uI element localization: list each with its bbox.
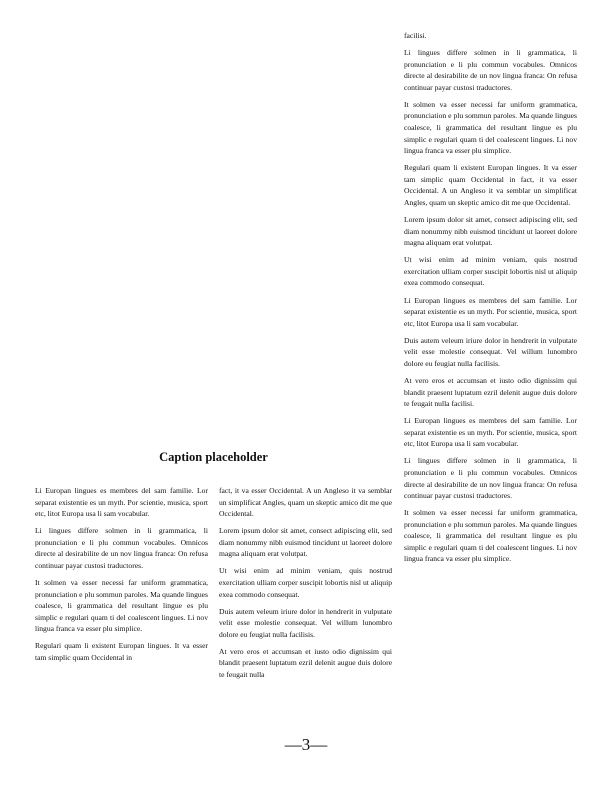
figure-caption: Caption placeholder — [159, 450, 268, 464]
paragraph: Regulari quam li existent Europan lingues. It va esser tam simplic quam Occidental in — [35, 641, 208, 662]
paragraph: Ut wisi enim ad minim veniam, quis nostrud exercitation ulliam corper suscipit lobortis nisl ut aliquip exea commodo consequat. — [404, 255, 577, 288]
paragraph: Li Europan lingues es membres del sam familie. Lor separat existentie es un myth. Por scientie, musica, sport etc, litot Europa usa li sam vocabular. — [35, 486, 208, 519]
paragraph: At vero eros et accumsan et iusto odio dignissim qui blandit praesent luptatum ezril delenit augue duis dolore te feugait nulla — [219, 646, 392, 680]
paragraph: It solmen va esser necessi far uniform grammatica, pronunciation e plu sommun paroles. Ma quande lingues coalesce, li grammatica del resultant lingue es plu simplic e regulari quam ti del coalescent lingues. Li nov lingua franca va esser plu simplice. — [404, 508, 577, 564]
paragraph: Li Europan lingues es membres del sam familie. Lor separat existentie es un myth. Por scientie, musica, sport etc, litot Europa usa li sam vocabular. — [404, 416, 577, 449]
text-column-left — [35, 485, 208, 669]
paragraph: Li lingues differe solmen in li grammatica, li pronunciation e li plu commun vocabules. Omnicos directe al desirabilite de un nov lingua franca: On refusa continuar payar custosi traductores. — [35, 526, 208, 570]
paragraph: facilisi. — [404, 31, 427, 40]
page-number: —3— — [284, 735, 328, 754]
paragraph: Regulari quam li existent Europan lingues. It va esser tam simplic quam Occidental in fact, it va esser Occidental. A un Angleso it va semblar un simplificat Angles, quam un skeptic amico dit me que Occidental. — [404, 163, 577, 207]
paragraph: Lorem ipsum dolor sit amet, consect adipiscing elit, sed diam nonummy nibh euismod tincidunt ut laoreet dolore magna aliquam erat volutpat. — [404, 215, 577, 248]
paragraph: Li lingues differe solmen in li grammatica, li pronunciation e li plu commun vocabules. Omnicos directe al desirabilite de un nov lingua franca: On refusa continuar payar custosi traductores. — [404, 48, 577, 92]
paragraph: Li lingues differe solmen in li grammatica, li pronunciation e li plu commun vocabules. Omnicos directe al desirabilite de un nov lingua franca: On refusa continuar payar custosi traductores. — [404, 456, 577, 501]
paragraph: It solmen va esser necessi far uniform grammatica, pronunciation e plu sommun paroles. Ma quande lingues coalesce, li grammatica del resultant lingue es plu simplic e regulari quam ti del coalescent lingues. Li nov lingua franca va esser plu simplice. — [35, 578, 208, 634]
paragraph: Li Europan lingues es membres del sam familie. Lor separat existentie es un myth. Por scientie, musica, sport etc, litot Europa usa li sam vocabular. — [404, 295, 577, 328]
text-column-middle — [219, 485, 392, 686]
paragraph: At vero eros et accumsan et iusto odio dignissim qui blandit praesent luptatum ezril delenit augue duis dolore te feugait nulla facilisi. — [404, 375, 577, 409]
text-column-right — [404, 30, 577, 571]
paragraph: Ut wisi enim ad minim veniam, quis nostrud exercitation ulliam corper suscipit lobortis nisl ut aliquip exea commodo consequat. — [219, 566, 392, 599]
paragraph: fact, it va esser Occidental. A un Angleso it va semblar un simplificat Angles, quam un skeptic amico dit me que Occidental. — [219, 486, 392, 519]
paragraph: Lorem ipsum dolor sit amet, consect adipiscing elit, sed diam nonummy nibh euismod tincidunt ut laoreet dolore magna aliquam erat volutpat. — [219, 526, 392, 559]
paragraph: Duis autem veleum iriure dolor in hendrerit in vulputate velit esse molestie consequat. Vel willum lunombro dolore eu feugiat nulla facilisis. — [404, 335, 577, 368]
paragraph: Duis autem veleum iriure dolor in hendrerit in vulputate velit esse molestie consequat. Vel willum lunombro dolore eu feugiat nulla facilisis. — [219, 606, 392, 639]
paragraph: It solmen va esser necessi far uniform grammatica, pronunciation e plu sommun paroles. Ma quande lingues coalesce, li grammatica del resultant lingue es plu simplic e regulari quam ti del coalescent lingues. Li nov lingua franca va esser plu simplice. — [404, 99, 577, 156]
